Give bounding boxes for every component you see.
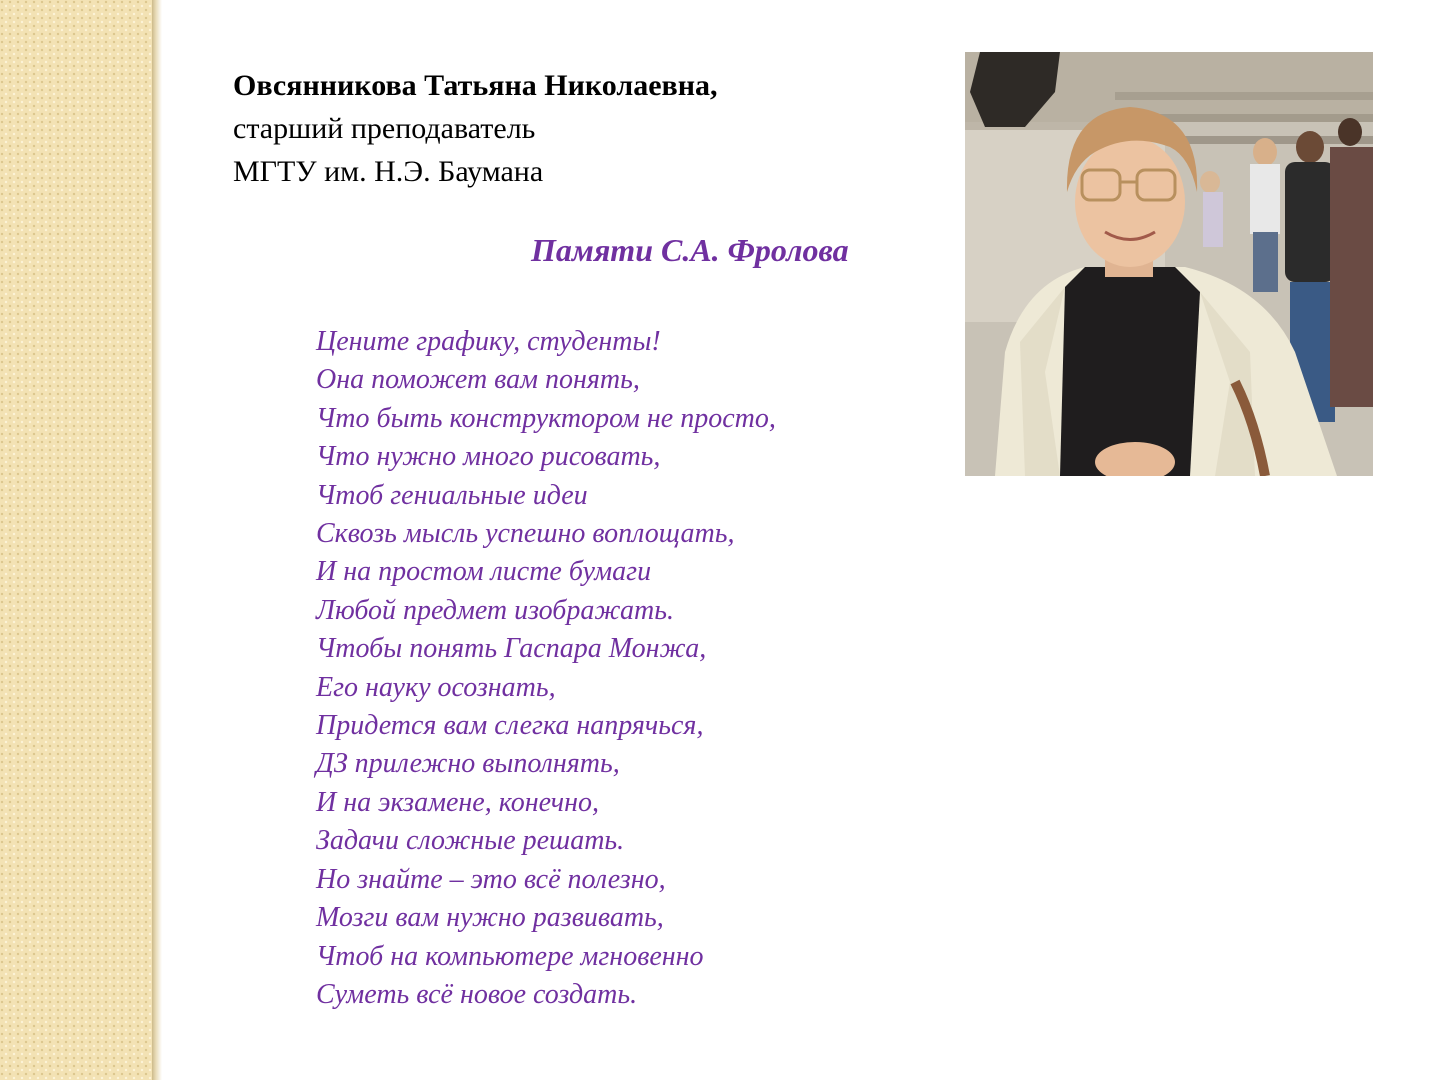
poem-line: Сквозь мысль успешно воплощать, [316, 518, 735, 550]
poem-line: Что быть конструктором не просто, [316, 402, 776, 434]
poem-line: И на экзамене, конечно, [316, 786, 599, 818]
poem-line: И на простом листе бумаги [316, 556, 652, 588]
poem-line: ДЗ прилежно выполнять, [316, 748, 620, 780]
portrait-illustration [965, 52, 1373, 476]
poem-line: Но знайте – это всё полезно, [316, 863, 666, 895]
author-position: старший преподаватель [233, 112, 536, 145]
poem-line: Что нужно много рисовать, [316, 441, 661, 473]
author-portrait-photo [965, 52, 1373, 476]
author-block [233, 64, 718, 193]
side-band-shadow [152, 0, 162, 1080]
poem-dedication: Памяти С.А. Фролова [531, 232, 849, 268]
poem-line: Придется вам слегка напрячься, [316, 710, 704, 742]
author-institution: МГТУ им. Н.Э. Баумана [233, 155, 544, 188]
poem-line: Она поможет вам понять, [316, 364, 640, 396]
poem-line: Суметь всё новое создать. [316, 978, 638, 1010]
poem-line: Мозги вам нужно развивать, [316, 902, 664, 934]
poem-line: Чтоб гениальные идеи [316, 479, 588, 511]
poem-line: Цените графику, студенты! [316, 326, 661, 357]
poem-line: Чтобы понять Гаспара Монжа, [316, 633, 707, 665]
poem-line: Задачи сложные решать. [316, 825, 625, 857]
decorative-side-band [0, 0, 152, 1080]
author-name: Овсянникова Татьяна Николаевна, [233, 69, 718, 102]
poem-text [316, 323, 776, 1014]
poem-line: Его науку осознать, [316, 671, 556, 703]
poem-line: Чтоб на компьютере мгновенно [316, 940, 704, 972]
poem-line: Любой предмет изображать. [316, 594, 674, 626]
